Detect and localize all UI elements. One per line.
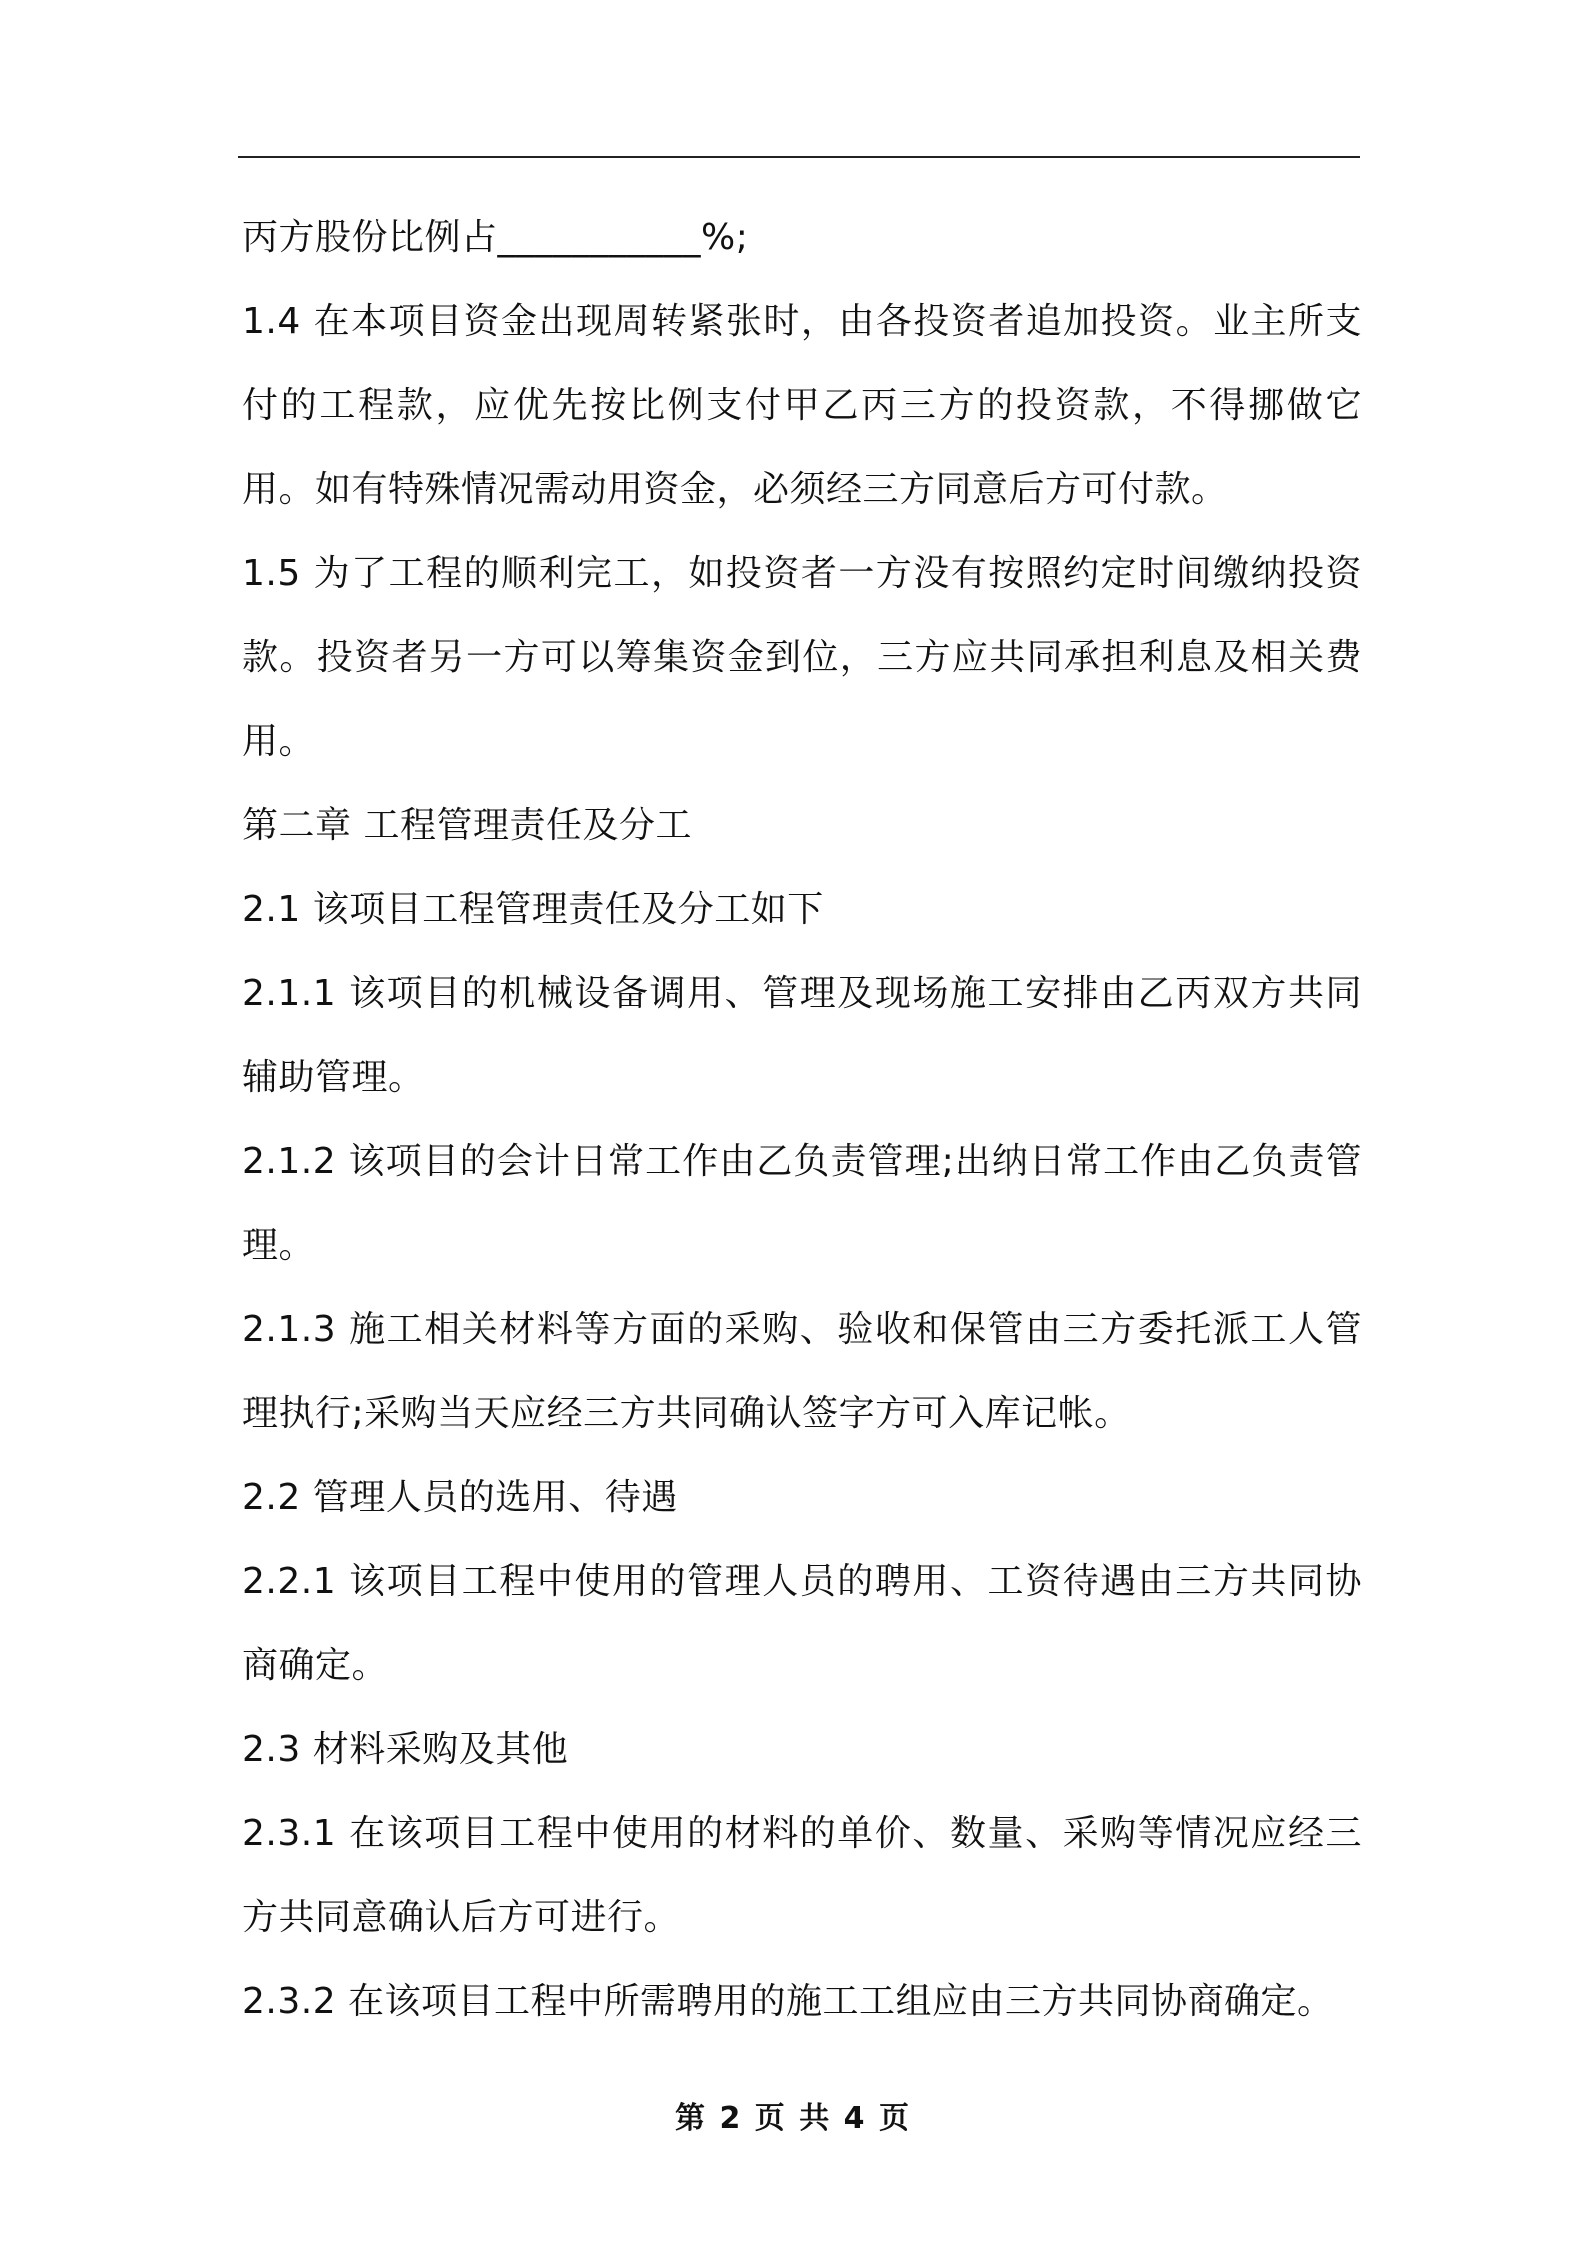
section-heading-2-2: 2.2 管理人员的选用、待遇 (242, 1477, 678, 1518)
paragraph-2-1-2: 2.1.2 该项目的会计日常工作由乙负责管理;出纳日常工作由乙负责管理。 (242, 1141, 1362, 1266)
paragraph-1-4: 1.4 在本项目资金出现周转紧张时，由各投资者追加投资。业主所支付的工程款，应优先按比例支付甲乙丙三方的投资款，不得挪做它用。如有特殊情况需动用资金，必须经三方同意后方可付款。 (242, 301, 1362, 510)
paragraph-2-3-1: 2.3.1 在该项目工程中使用的材料的单价、数量、采购等情况应经三方共同意确认后方可进行。 (242, 1813, 1362, 1938)
header-rule (238, 156, 1360, 158)
paragraph-2-1-3: 2.1.3 施工相关材料等方面的采购、验收和保管由三方委托派工人管理执行;采购当天应经三方共同确认签字方可入库记帐。 (242, 1309, 1362, 1434)
paragraph-1-5: 1.5 为了工程的顺利完工，如投资者一方没有按照约定时间缴纳投资款。投资者另一方可以筹集资金到位，三方应共同承担利息及相关费用。 (242, 553, 1362, 762)
paragraph-share-ratio: 丙方股份比例占___________%; (242, 217, 749, 258)
paragraph-2-3-2: 2.3.2 在该项目工程中所需聘用的施工工组应由三方共同协商确定。 (242, 1981, 1334, 2022)
section-heading-2-3: 2.3 材料采购及其他 (242, 1729, 569, 1770)
page-number-footer: 第 2 页 共 4 页 (675, 2101, 911, 2136)
document-body (242, 196, 1362, 2044)
paragraph-2-1-1: 2.1.1 该项目的机械设备调用、管理及现场施工安排由乙丙双方共同辅助管理。 (242, 973, 1362, 1098)
section-heading-2-1: 2.1 该项目工程管理责任及分工如下 (242, 889, 824, 930)
paragraph-2-2-1: 2.2.1 该项目工程中使用的管理人员的聘用、工资待遇由三方共同协商确定。 (242, 1561, 1362, 1686)
chapter-heading-2: 第二章 工程管理责任及分工 (242, 805, 692, 846)
